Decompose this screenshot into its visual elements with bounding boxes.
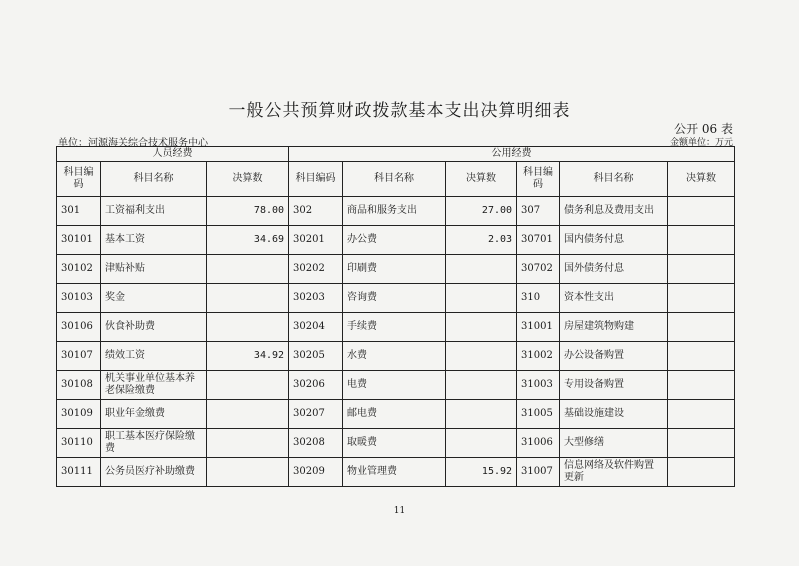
- cell-amount: [668, 371, 735, 400]
- page-number: 11: [393, 506, 406, 516]
- column-header-row: [57, 162, 735, 197]
- header-amount-1: 决算数: [207, 162, 289, 197]
- cell-name: 公务员医疗补助缴费: [101, 458, 207, 487]
- cell-name: 水费: [343, 342, 446, 371]
- cell-name: 机关事业单位基本养老保险缴费: [101, 371, 207, 400]
- cell-code: 30206: [289, 371, 343, 400]
- cell-amount: [446, 371, 517, 400]
- cell-code: 30111: [57, 458, 101, 487]
- cell-name: 电费: [343, 371, 446, 400]
- cell-name: 大型修缮: [560, 429, 668, 458]
- cell-name: 咨询费: [343, 284, 446, 313]
- table-row: [57, 255, 735, 284]
- cell-amount: [207, 255, 289, 284]
- header-code-3: 科目编码: [517, 162, 560, 197]
- cell-amount: 34.92: [207, 342, 289, 371]
- cell-name: 国外债务付息: [560, 255, 668, 284]
- group-header-row: [57, 147, 735, 162]
- cell-amount: [446, 400, 517, 429]
- cell-amount: 27.00: [446, 197, 517, 226]
- header-name-2: 科目名称: [343, 162, 446, 197]
- cell-amount: [207, 458, 289, 487]
- cell-code: 31007: [517, 458, 560, 487]
- cell-amount: [668, 458, 735, 487]
- cell-code: 31003: [517, 371, 560, 400]
- cell-code: 30209: [289, 458, 343, 487]
- cell-amount: [207, 371, 289, 400]
- cell-name: 印刷费: [343, 255, 446, 284]
- table-row: [57, 342, 735, 371]
- cell-amount: [207, 429, 289, 458]
- cell-name: 办公设备购置: [560, 342, 668, 371]
- cell-name: 职工基本医疗保险缴费: [101, 429, 207, 458]
- cell-code: 31001: [517, 313, 560, 342]
- table-row: [57, 284, 735, 313]
- table-row: [57, 313, 735, 342]
- cell-code: 30208: [289, 429, 343, 458]
- cell-name: 办公费: [343, 226, 446, 255]
- cell-code: 30207: [289, 400, 343, 429]
- cell-name: 手续费: [343, 313, 446, 342]
- cell-amount: [446, 284, 517, 313]
- currency-unit-label: 金额单位：万元: [669, 138, 733, 148]
- cell-code: 307: [517, 197, 560, 226]
- cell-name: 绩效工资: [101, 342, 207, 371]
- header-amount-3: 决算数: [668, 162, 735, 197]
- cell-code: 31002: [517, 342, 560, 371]
- cell-amount: [668, 226, 735, 255]
- page-title: 一般公共预算财政拨款基本支出决算明细表: [228, 101, 571, 121]
- cell-amount: [668, 313, 735, 342]
- cell-amount: [668, 429, 735, 458]
- group-personnel: 人员经费: [57, 147, 289, 162]
- cell-amount: 15.92: [446, 458, 517, 487]
- cell-code: 30108: [57, 371, 101, 400]
- cell-amount: [668, 255, 735, 284]
- cell-name: 取暖费: [343, 429, 446, 458]
- cell-code: 302: [289, 197, 343, 226]
- cell-amount: [207, 284, 289, 313]
- cell-code: 30107: [57, 342, 101, 371]
- cell-code: 30102: [57, 255, 101, 284]
- cell-name: 物业管理费: [343, 458, 446, 487]
- header-code-1: 科目编码: [57, 162, 101, 197]
- cell-code: 30201: [289, 226, 343, 255]
- cell-name: 工资福利支出: [101, 197, 207, 226]
- cell-code: 30205: [289, 342, 343, 371]
- cell-amount: 78.00: [207, 197, 289, 226]
- cell-name: 国内债务付息: [560, 226, 668, 255]
- cell-name: 奖金: [101, 284, 207, 313]
- cell-amount: 2.03: [446, 226, 517, 255]
- cell-code: 30106: [57, 313, 101, 342]
- cell-code: 30109: [57, 400, 101, 429]
- cell-amount: 34.69: [207, 226, 289, 255]
- cell-code: 30103: [57, 284, 101, 313]
- table-row: [57, 197, 735, 226]
- unit-label: 单位：河源海关综合技术服务中心: [58, 138, 208, 149]
- cell-code: 301: [57, 197, 101, 226]
- table-row: [57, 371, 735, 400]
- table-row: [57, 429, 735, 458]
- cell-code: 30110: [57, 429, 101, 458]
- cell-name: 信息网络及软件购置更新: [560, 458, 668, 487]
- cell-code: 30204: [289, 313, 343, 342]
- cell-code: 31005: [517, 400, 560, 429]
- cell-name: 房屋建筑物购建: [560, 313, 668, 342]
- cell-code: 30101: [57, 226, 101, 255]
- cell-name: 津贴补贴: [101, 255, 207, 284]
- cell-name: 资本性支出: [560, 284, 668, 313]
- cell-name: 邮电费: [343, 400, 446, 429]
- cell-amount: [668, 342, 735, 371]
- cell-amount: [668, 400, 735, 429]
- cell-amount: [446, 342, 517, 371]
- cell-name: 基础设施建设: [560, 400, 668, 429]
- cell-amount: [446, 313, 517, 342]
- cell-name: 债务利息及费用支出: [560, 197, 668, 226]
- table-row: [57, 400, 735, 429]
- expenditure-table: [56, 146, 735, 487]
- table-row: [57, 458, 735, 487]
- form-number: 公开 06 表: [674, 122, 733, 136]
- cell-name: 职业年金缴费: [101, 400, 207, 429]
- cell-amount: [207, 313, 289, 342]
- group-public: 公用经费: [289, 147, 735, 162]
- cell-code: 310: [517, 284, 560, 313]
- cell-amount: [668, 197, 735, 226]
- cell-amount: [446, 255, 517, 284]
- cell-code: 30202: [289, 255, 343, 284]
- cell-name: 商品和服务支出: [343, 197, 446, 226]
- cell-name: 伙食补助费: [101, 313, 207, 342]
- cell-amount: [668, 284, 735, 313]
- header-name-3: 科目名称: [560, 162, 668, 197]
- cell-code: 30702: [517, 255, 560, 284]
- cell-amount: [446, 429, 517, 458]
- cell-code: 31006: [517, 429, 560, 458]
- cell-name: 专用设备购置: [560, 371, 668, 400]
- header-code-2: 科目编码: [289, 162, 343, 197]
- table-row: [57, 226, 735, 255]
- header-name-1: 科目名称: [101, 162, 207, 197]
- cell-code: 30203: [289, 284, 343, 313]
- cell-name: 基本工资: [101, 226, 207, 255]
- cell-code: 30701: [517, 226, 560, 255]
- header-amount-2: 决算数: [446, 162, 517, 197]
- cell-amount: [207, 400, 289, 429]
